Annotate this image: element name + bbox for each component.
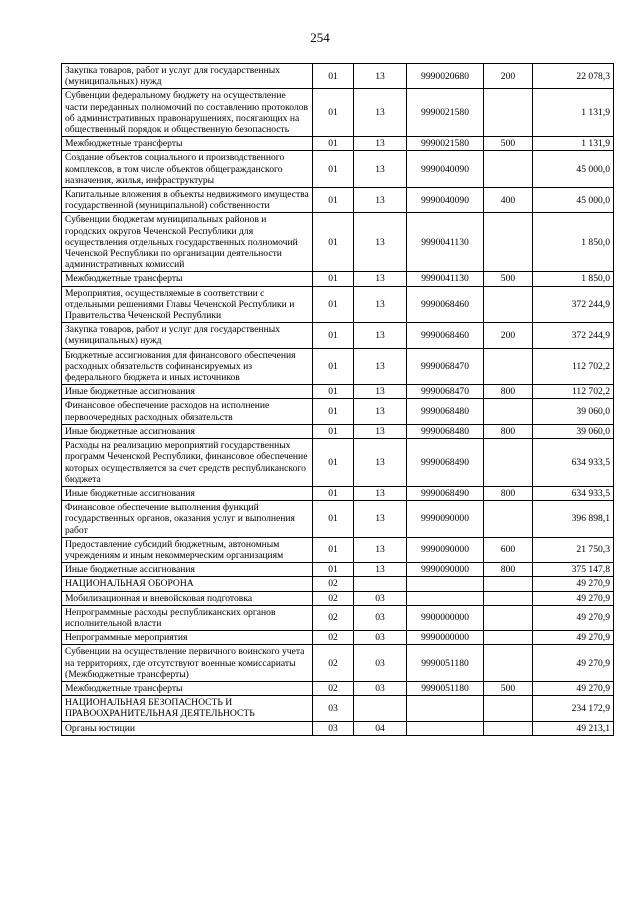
- row-name-cell: Закупка товаров, работ и услуг для государственных (муниципальных) нужд: [62, 323, 313, 348]
- row-expense-type-cell: [484, 645, 533, 682]
- row-name-cell: Субвенции бюджетам муниципальных районов и городских округов Чеченской Республики для осуществления отдельных государственных полномочий Чеченской Республики по организации деятельности административных комиссий: [62, 213, 313, 272]
- row-section-cell: 02: [313, 591, 354, 605]
- row-section-cell: 02: [313, 631, 354, 645]
- row-section-cell: 02: [313, 577, 354, 591]
- table-row: [62, 424, 614, 438]
- row-section-cell: 02: [313, 681, 354, 695]
- row-target-article-cell: 9990090000: [407, 563, 484, 577]
- row-amount-cell: 45 000,0: [533, 151, 614, 188]
- row-section-cell: 01: [313, 385, 354, 399]
- table-row: [62, 286, 614, 323]
- row-target-article-cell: 9990051180: [407, 681, 484, 695]
- row-expense-type-cell: [484, 213, 533, 272]
- table-row: [62, 439, 614, 487]
- row-subsection-cell: 13: [354, 323, 407, 348]
- table-row: [62, 591, 614, 605]
- row-amount-cell: 49 270,9: [533, 645, 614, 682]
- table-row: [62, 272, 614, 286]
- row-expense-type-cell: 800: [484, 486, 533, 500]
- row-name-cell: Предоставление субсидий бюджетным, автономным учреждениям и иным некоммерческим организациям: [62, 537, 313, 562]
- row-target-article-cell: 9990068490: [407, 486, 484, 500]
- row-name-cell: Иные бюджетные ассигнования: [62, 563, 313, 577]
- row-subsection-cell: [354, 696, 407, 721]
- row-target-article-cell: 9990068460: [407, 286, 484, 323]
- row-name-cell: Создание объектов социального и производственного комплексов, в том числе объектов общегражданского назначения, жилья, инфраструктуры: [62, 151, 313, 188]
- table-row: [62, 681, 614, 695]
- row-expense-type-cell: [484, 696, 533, 721]
- table-row: [62, 213, 614, 272]
- row-section-cell: 03: [313, 721, 354, 735]
- row-subsection-cell: 13: [354, 188, 407, 213]
- row-subsection-cell: 03: [354, 631, 407, 645]
- row-name-cell: Бюджетные ассигнования для финансового обеспечения расходных обязательств софинансируемых из федерального бюджета и иных источников: [62, 348, 313, 385]
- row-subsection-cell: 13: [354, 213, 407, 272]
- table-row: [62, 323, 614, 348]
- table-row: [62, 188, 614, 213]
- row-name-cell: Мероприятия, осуществляемые в соответствии с отдельными решениями Главы Чеченской Республики и Правительства Чеченской Республики: [62, 286, 313, 323]
- row-section-cell: 01: [313, 563, 354, 577]
- table-row: [62, 89, 614, 137]
- row-amount-cell: 49 270,9: [533, 591, 614, 605]
- row-expense-type-cell: [484, 348, 533, 385]
- row-amount-cell: 21 750,3: [533, 537, 614, 562]
- row-section-cell: 01: [313, 486, 354, 500]
- table-row: [62, 696, 614, 721]
- row-target-article-cell: 9990021580: [407, 89, 484, 137]
- row-name-cell: Финансовое обеспечение расходов на исполнение первоочередных расходных обязательств: [62, 399, 313, 424]
- row-amount-cell: 112 702,2: [533, 348, 614, 385]
- row-expense-type-cell: [484, 631, 533, 645]
- row-name-cell: Финансовое обеспечение выполнения функций государственных органов, оказания услуг и выполнения работ: [62, 501, 313, 538]
- row-amount-cell: 375 147,8: [533, 563, 614, 577]
- table-row: [62, 645, 614, 682]
- row-name-cell: Непрограммные расходы республиканских органов исполнительной власти: [62, 605, 313, 630]
- row-expense-type-cell: [484, 439, 533, 487]
- row-amount-cell: 49 213,1: [533, 721, 614, 735]
- row-expense-type-cell: 800: [484, 563, 533, 577]
- row-target-article-cell: [407, 591, 484, 605]
- row-amount-cell: 1 131,9: [533, 89, 614, 137]
- row-subsection-cell: 04: [354, 721, 407, 735]
- row-amount-cell: 1 850,0: [533, 272, 614, 286]
- table-row: [62, 385, 614, 399]
- row-name-cell: Закупка товаров, работ и услуг для государственных (муниципальных) нужд: [62, 64, 313, 89]
- row-subsection-cell: 13: [354, 486, 407, 500]
- row-amount-cell: 234 172,9: [533, 696, 614, 721]
- row-name-cell: Расходы на реализацию мероприятий государственных программ Чеченской Республики, финансовое обеспечение которых осуществляется за счет средств республиканского бюджета: [62, 439, 313, 487]
- table-row: [62, 605, 614, 630]
- row-name-cell: Межбюджетные трансферты: [62, 272, 313, 286]
- budget-table-body: [62, 64, 614, 736]
- row-section-cell: 01: [313, 348, 354, 385]
- row-section-cell: 01: [313, 323, 354, 348]
- row-amount-cell: 396 898,1: [533, 501, 614, 538]
- row-target-article-cell: 9990068470: [407, 348, 484, 385]
- row-target-article-cell: 9990068460: [407, 323, 484, 348]
- table-row: [62, 721, 614, 735]
- table-row: [62, 64, 614, 89]
- row-expense-type-cell: 800: [484, 424, 533, 438]
- row-section-cell: 01: [313, 213, 354, 272]
- row-subsection-cell: 13: [354, 286, 407, 323]
- row-target-article-cell: 9990090000: [407, 537, 484, 562]
- row-name-cell: НАЦИОНАЛЬНАЯ ОБОРОНА: [62, 577, 313, 591]
- row-expense-type-cell: 200: [484, 323, 533, 348]
- row-target-article-cell: 9990051180: [407, 645, 484, 682]
- row-name-cell: НАЦИОНАЛЬНАЯ БЕЗОПАСНОСТЬ И ПРАВООХРАНИТЕЛЬНАЯ ДЕЯТЕЛЬНОСТЬ: [62, 696, 313, 721]
- row-subsection-cell: 13: [354, 439, 407, 487]
- row-name-cell: Иные бюджетные ассигнования: [62, 424, 313, 438]
- table-row: [62, 577, 614, 591]
- row-amount-cell: 39 060,0: [533, 424, 614, 438]
- row-section-cell: 01: [313, 188, 354, 213]
- row-target-article-cell: 9990000000: [407, 631, 484, 645]
- row-subsection-cell: 03: [354, 605, 407, 630]
- row-expense-type-cell: [484, 151, 533, 188]
- row-name-cell: Межбюджетные трансферты: [62, 137, 313, 151]
- row-target-article-cell: 9990068470: [407, 385, 484, 399]
- row-amount-cell: 1 131,9: [533, 137, 614, 151]
- row-name-cell: Иные бюджетные ассигнования: [62, 385, 313, 399]
- row-target-article-cell: 9990020680: [407, 64, 484, 89]
- row-expense-type-cell: 400: [484, 188, 533, 213]
- row-amount-cell: 634 933,5: [533, 439, 614, 487]
- table-row: [62, 151, 614, 188]
- row-subsection-cell: 13: [354, 537, 407, 562]
- row-amount-cell: 112 702,2: [533, 385, 614, 399]
- row-target-article-cell: [407, 577, 484, 591]
- row-amount-cell: 372 244,9: [533, 286, 614, 323]
- row-section-cell: 02: [313, 645, 354, 682]
- row-expense-type-cell: [484, 501, 533, 538]
- row-subsection-cell: 13: [354, 501, 407, 538]
- row-name-cell: Мобилизационная и вневойсковая подготовка: [62, 591, 313, 605]
- row-expense-type-cell: [484, 577, 533, 591]
- row-section-cell: 01: [313, 537, 354, 562]
- row-section-cell: 01: [313, 89, 354, 137]
- table-row: [62, 631, 614, 645]
- row-expense-type-cell: [484, 286, 533, 323]
- row-subsection-cell: [354, 577, 407, 591]
- row-amount-cell: 1 850,0: [533, 213, 614, 272]
- row-expense-type-cell: [484, 399, 533, 424]
- row-expense-type-cell: 200: [484, 64, 533, 89]
- row-expense-type-cell: [484, 605, 533, 630]
- row-section-cell: 01: [313, 151, 354, 188]
- row-amount-cell: 22 078,3: [533, 64, 614, 89]
- row-amount-cell: 49 270,9: [533, 681, 614, 695]
- row-subsection-cell: 13: [354, 137, 407, 151]
- row-expense-type-cell: [484, 721, 533, 735]
- row-expense-type-cell: [484, 591, 533, 605]
- row-expense-type-cell: [484, 89, 533, 137]
- row-section-cell: 01: [313, 272, 354, 286]
- table-row: [62, 399, 614, 424]
- row-subsection-cell: 13: [354, 424, 407, 438]
- row-target-article-cell: [407, 696, 484, 721]
- row-section-cell: 03: [313, 696, 354, 721]
- row-subsection-cell: 13: [354, 348, 407, 385]
- row-section-cell: 01: [313, 501, 354, 538]
- row-amount-cell: 45 000,0: [533, 188, 614, 213]
- row-section-cell: 01: [313, 439, 354, 487]
- row-subsection-cell: 13: [354, 272, 407, 286]
- row-subsection-cell: 13: [354, 89, 407, 137]
- row-target-article-cell: 9990040090: [407, 188, 484, 213]
- row-target-article-cell: 9990021580: [407, 137, 484, 151]
- row-name-cell: Субвенции федеральному бюджету на осуществление части переданных полномочий по составлению протоколов об административных правонарушениях, посягающих на общественный порядок и общественную безопасность: [62, 89, 313, 137]
- table-row: [62, 486, 614, 500]
- row-target-article-cell: 9990068480: [407, 424, 484, 438]
- row-section-cell: 01: [313, 137, 354, 151]
- row-subsection-cell: 13: [354, 64, 407, 89]
- row-name-cell: Непрограммные мероприятия: [62, 631, 313, 645]
- row-target-article-cell: [407, 721, 484, 735]
- table-row: [62, 348, 614, 385]
- row-subsection-cell: 03: [354, 591, 407, 605]
- row-target-article-cell: 9990068490: [407, 439, 484, 487]
- row-subsection-cell: 03: [354, 645, 407, 682]
- budget-table: [61, 63, 614, 736]
- row-target-article-cell: 9990090000: [407, 501, 484, 538]
- row-subsection-cell: 13: [354, 563, 407, 577]
- row-target-article-cell: 9990068480: [407, 399, 484, 424]
- row-amount-cell: 49 270,9: [533, 605, 614, 630]
- row-target-article-cell: 9990040090: [407, 151, 484, 188]
- row-expense-type-cell: 800: [484, 385, 533, 399]
- row-name-cell: Субвенции на осуществление первичного воинского учета на территориях, где отсутствуют военные комиссариаты (Межбюджетные трансферты): [62, 645, 313, 682]
- row-subsection-cell: 13: [354, 399, 407, 424]
- row-section-cell: 01: [313, 424, 354, 438]
- row-amount-cell: 634 933,5: [533, 486, 614, 500]
- row-name-cell: Межбюджетные трансферты: [62, 681, 313, 695]
- row-expense-type-cell: 500: [484, 681, 533, 695]
- row-section-cell: 01: [313, 399, 354, 424]
- row-subsection-cell: 03: [354, 681, 407, 695]
- row-target-article-cell: 9900000000: [407, 605, 484, 630]
- row-section-cell: 02: [313, 605, 354, 630]
- row-target-article-cell: 9990041130: [407, 272, 484, 286]
- row-name-cell: Иные бюджетные ассигнования: [62, 486, 313, 500]
- table-row: [62, 501, 614, 538]
- row-target-article-cell: 9990041130: [407, 213, 484, 272]
- row-expense-type-cell: 600: [484, 537, 533, 562]
- row-amount-cell: 49 270,9: [533, 577, 614, 591]
- row-expense-type-cell: 500: [484, 272, 533, 286]
- row-subsection-cell: 13: [354, 385, 407, 399]
- row-name-cell: Капитальные вложения в объекты недвижимого имущества государственной (муниципальной) собственности: [62, 188, 313, 213]
- row-amount-cell: 39 060,0: [533, 399, 614, 424]
- row-amount-cell: 372 244,9: [533, 323, 614, 348]
- page-number: 254: [310, 30, 330, 45]
- row-name-cell: Органы юстиции: [62, 721, 313, 735]
- table-row: [62, 563, 614, 577]
- row-section-cell: 01: [313, 64, 354, 89]
- row-section-cell: 01: [313, 286, 354, 323]
- row-amount-cell: 49 270,9: [533, 631, 614, 645]
- row-subsection-cell: 13: [354, 151, 407, 188]
- table-row: [62, 137, 614, 151]
- row-expense-type-cell: 500: [484, 137, 533, 151]
- table-row: [62, 537, 614, 562]
